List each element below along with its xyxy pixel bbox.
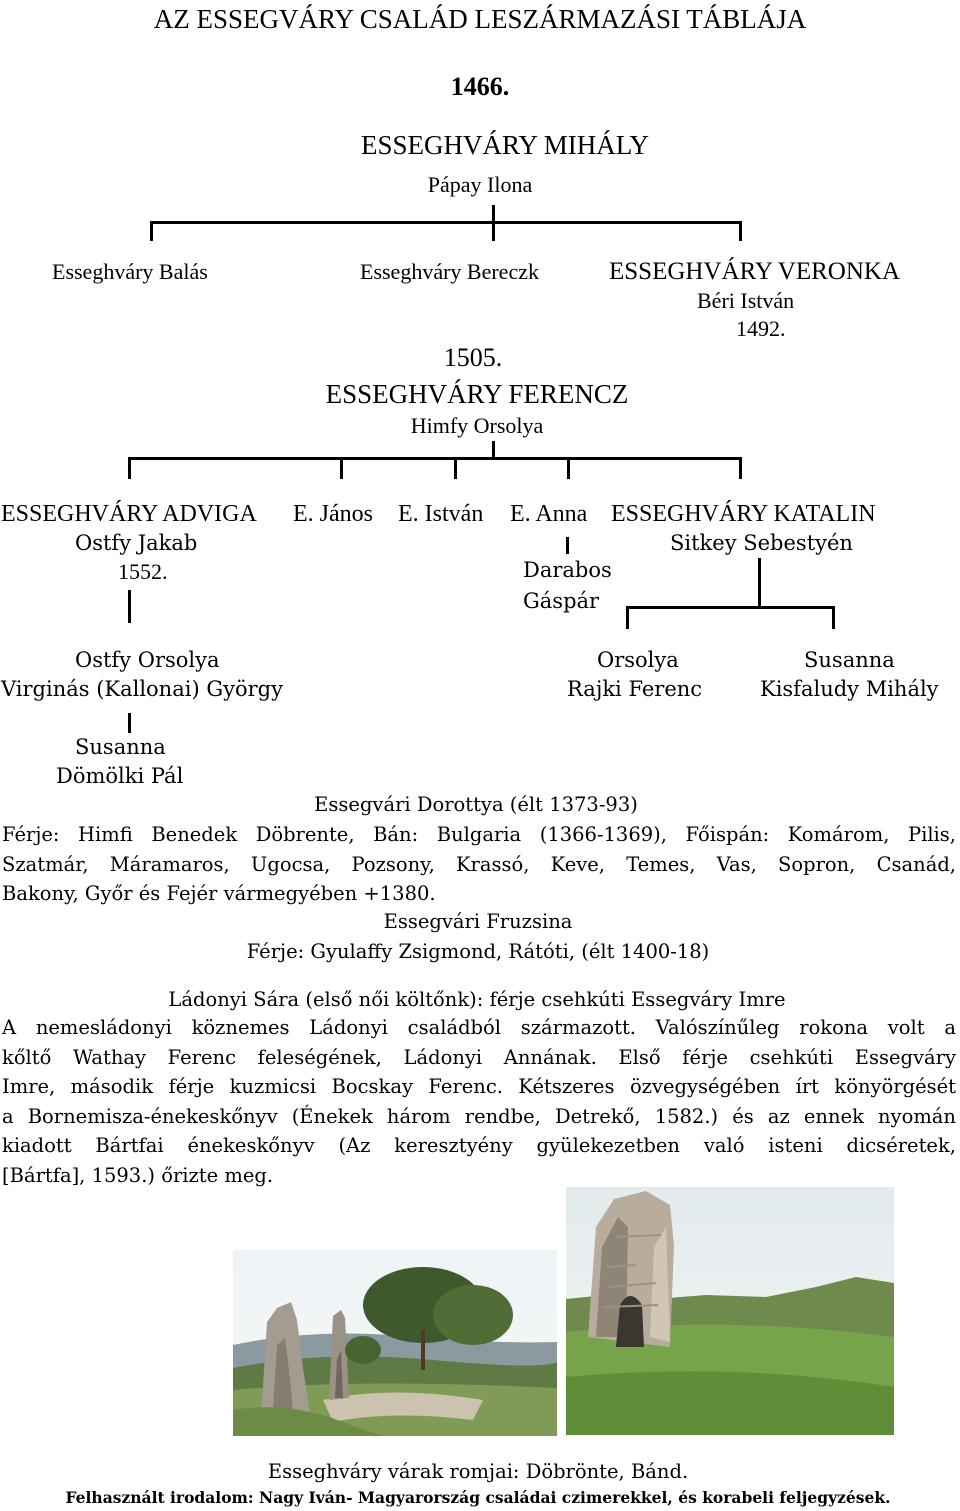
ladonyi-line: Imre, második férje kuzmicsi Bocskay Ferenc. Kétszeres özvegységében írt könyörgését	[2, 1075, 956, 1098]
tree-line	[340, 457, 343, 479]
tree-line	[758, 558, 761, 608]
ladonyi-line: a Bornemisza-énekeskőnyv (Énekek három rendbe, Detrekő, 1582.) és az ennek nyomán	[2, 1104, 956, 1128]
gen3-katalin-spouse: Sitkey Sebestyén	[670, 531, 853, 555]
fruzsina-spouse: Férje: Gyulaffy Zsigmond, Rátóti, (élt 1400-18)	[246, 940, 710, 963]
dorottya-line: Bakony, Győr és Fejér vármegyében +1380.	[2, 882, 436, 905]
gen1-year: 1466.	[450, 72, 510, 101]
tree-line	[626, 606, 835, 609]
gen3-anna: E. Anna	[510, 501, 588, 527]
ferencz-name: ESSEGHVÁRY FERENCZ	[325, 379, 629, 409]
gen3-adviga-year: 1552.	[118, 559, 168, 584]
tree-line	[150, 221, 153, 241]
gen4-ostfy-orsolya-spouse: Virginás (Kallonai) György	[1, 677, 283, 701]
fruzsina-heading: Essegvári Fruzsina	[383, 910, 573, 933]
gen2-balas: Esseghváry Balás	[52, 259, 208, 284]
tree-line	[150, 221, 742, 224]
gen5-susanna: Susanna	[75, 735, 166, 759]
ladonyi-heading: Ládonyi Sára (első női költőnk): férje csehkúti Essegváry Imre	[168, 988, 786, 1011]
gen3-adviga-spouse: Ostfy Jakab	[75, 531, 198, 555]
tree-line	[128, 590, 131, 623]
tree-line	[128, 457, 131, 479]
gen2-veronka-spouse: Béri István	[697, 288, 795, 313]
tree-line	[454, 457, 457, 479]
dorottya-heading: Essegvári Dorottya (élt 1373-93)	[314, 793, 638, 816]
gen4-ostfy-orsolya: Ostfy Orsolya	[75, 648, 220, 672]
tree-line	[832, 606, 835, 629]
gen4-susanna: Susanna	[804, 648, 895, 672]
castle-ruins-photo-band	[566, 1187, 894, 1435]
tree-line	[567, 457, 570, 479]
gen3-istvan: E. István	[398, 501, 484, 527]
gen1-spouse: Pápay Ilona	[427, 172, 533, 197]
ladonyi-line: kőltő Wathay Ferenc feleségének, Ládonyi Annának. Első férje csehkúti Essegváry	[2, 1045, 956, 1069]
tree-line	[739, 221, 742, 241]
photo-caption: Esseghváry várak romjai: Döbrönte, Bánd.	[267, 1460, 689, 1483]
gen4-orsolya-spouse: Rajki Ferenc	[567, 677, 703, 701]
tree-line	[128, 713, 131, 733]
ferencz-year: 1505.	[443, 343, 503, 372]
ladonyi-line: kiadott Bártfai énekeskőnyv (Az keresztyény gyülekezetben való isteni dicséretek,	[2, 1134, 956, 1157]
gen3-anna-spouse: Darabos	[523, 558, 612, 582]
gen2-veronka: ESSEGHVÁRY VERONKA	[609, 258, 901, 285]
footer-reference: Felhasznált irodalom: Nagy Iván- Magyarország családai czimerekkel, és korabeli feljegyzések.	[65, 1488, 891, 1507]
gen2-veronka-year: 1492.	[736, 316, 786, 341]
dorottya-line: Szatmár, Máramaros, Ugocsa, Pozsony, Krassó, Keve, Temes, Vas, Sopron, Csanád,	[2, 852, 956, 876]
ferencz-spouse: Himfy Orsolya	[410, 413, 544, 438]
tree-line	[128, 457, 742, 460]
gen3-katalin: ESSEGHVÁRY KATALIN	[611, 501, 876, 527]
gen3-anna-spouse-2: Gáspár	[523, 589, 600, 613]
dorottya-text	[2, 820, 956, 909]
gen1-name: ESSEGHVÁRY MIHÁLY	[360, 130, 650, 160]
gen5-susanna-spouse: Dömölki Pál	[56, 764, 184, 788]
castle-ruins-photo-dobronte	[233, 1250, 557, 1436]
tree-line	[566, 537, 569, 554]
gen2-bereczk: Esseghváry Bereczk	[360, 259, 539, 284]
gen4-orsolya: Orsolya	[597, 648, 679, 672]
ladonyi-line: [Bártfa], 1593.) őrizte meg.	[2, 1163, 274, 1187]
tree-line	[739, 457, 742, 479]
dorottya-line: Férje: Himfi Benedek Döbrente, Bán: Bulgaria (1366-1369), Főispán: Komárom, Pilis,	[2, 823, 956, 846]
tree-line	[626, 606, 629, 629]
page-title: AZ ESSEGVÁRY CSALÁD LESZÁRMAZÁSI TÁBLÁJA	[153, 4, 807, 34]
gen3-adviga: ESSEGHVÁRY ADVIGA	[1, 501, 257, 527]
ladonyi-line: A nemesládonyi köznemes Ládonyi családból származott. Valószínűleg rokona volt a	[2, 1016, 956, 1039]
ladonyi-text	[2, 1013, 956, 1190]
gen3-janos: E. János	[293, 501, 373, 527]
gen4-susanna-spouse: Kisfaludy Mihály	[760, 677, 939, 701]
